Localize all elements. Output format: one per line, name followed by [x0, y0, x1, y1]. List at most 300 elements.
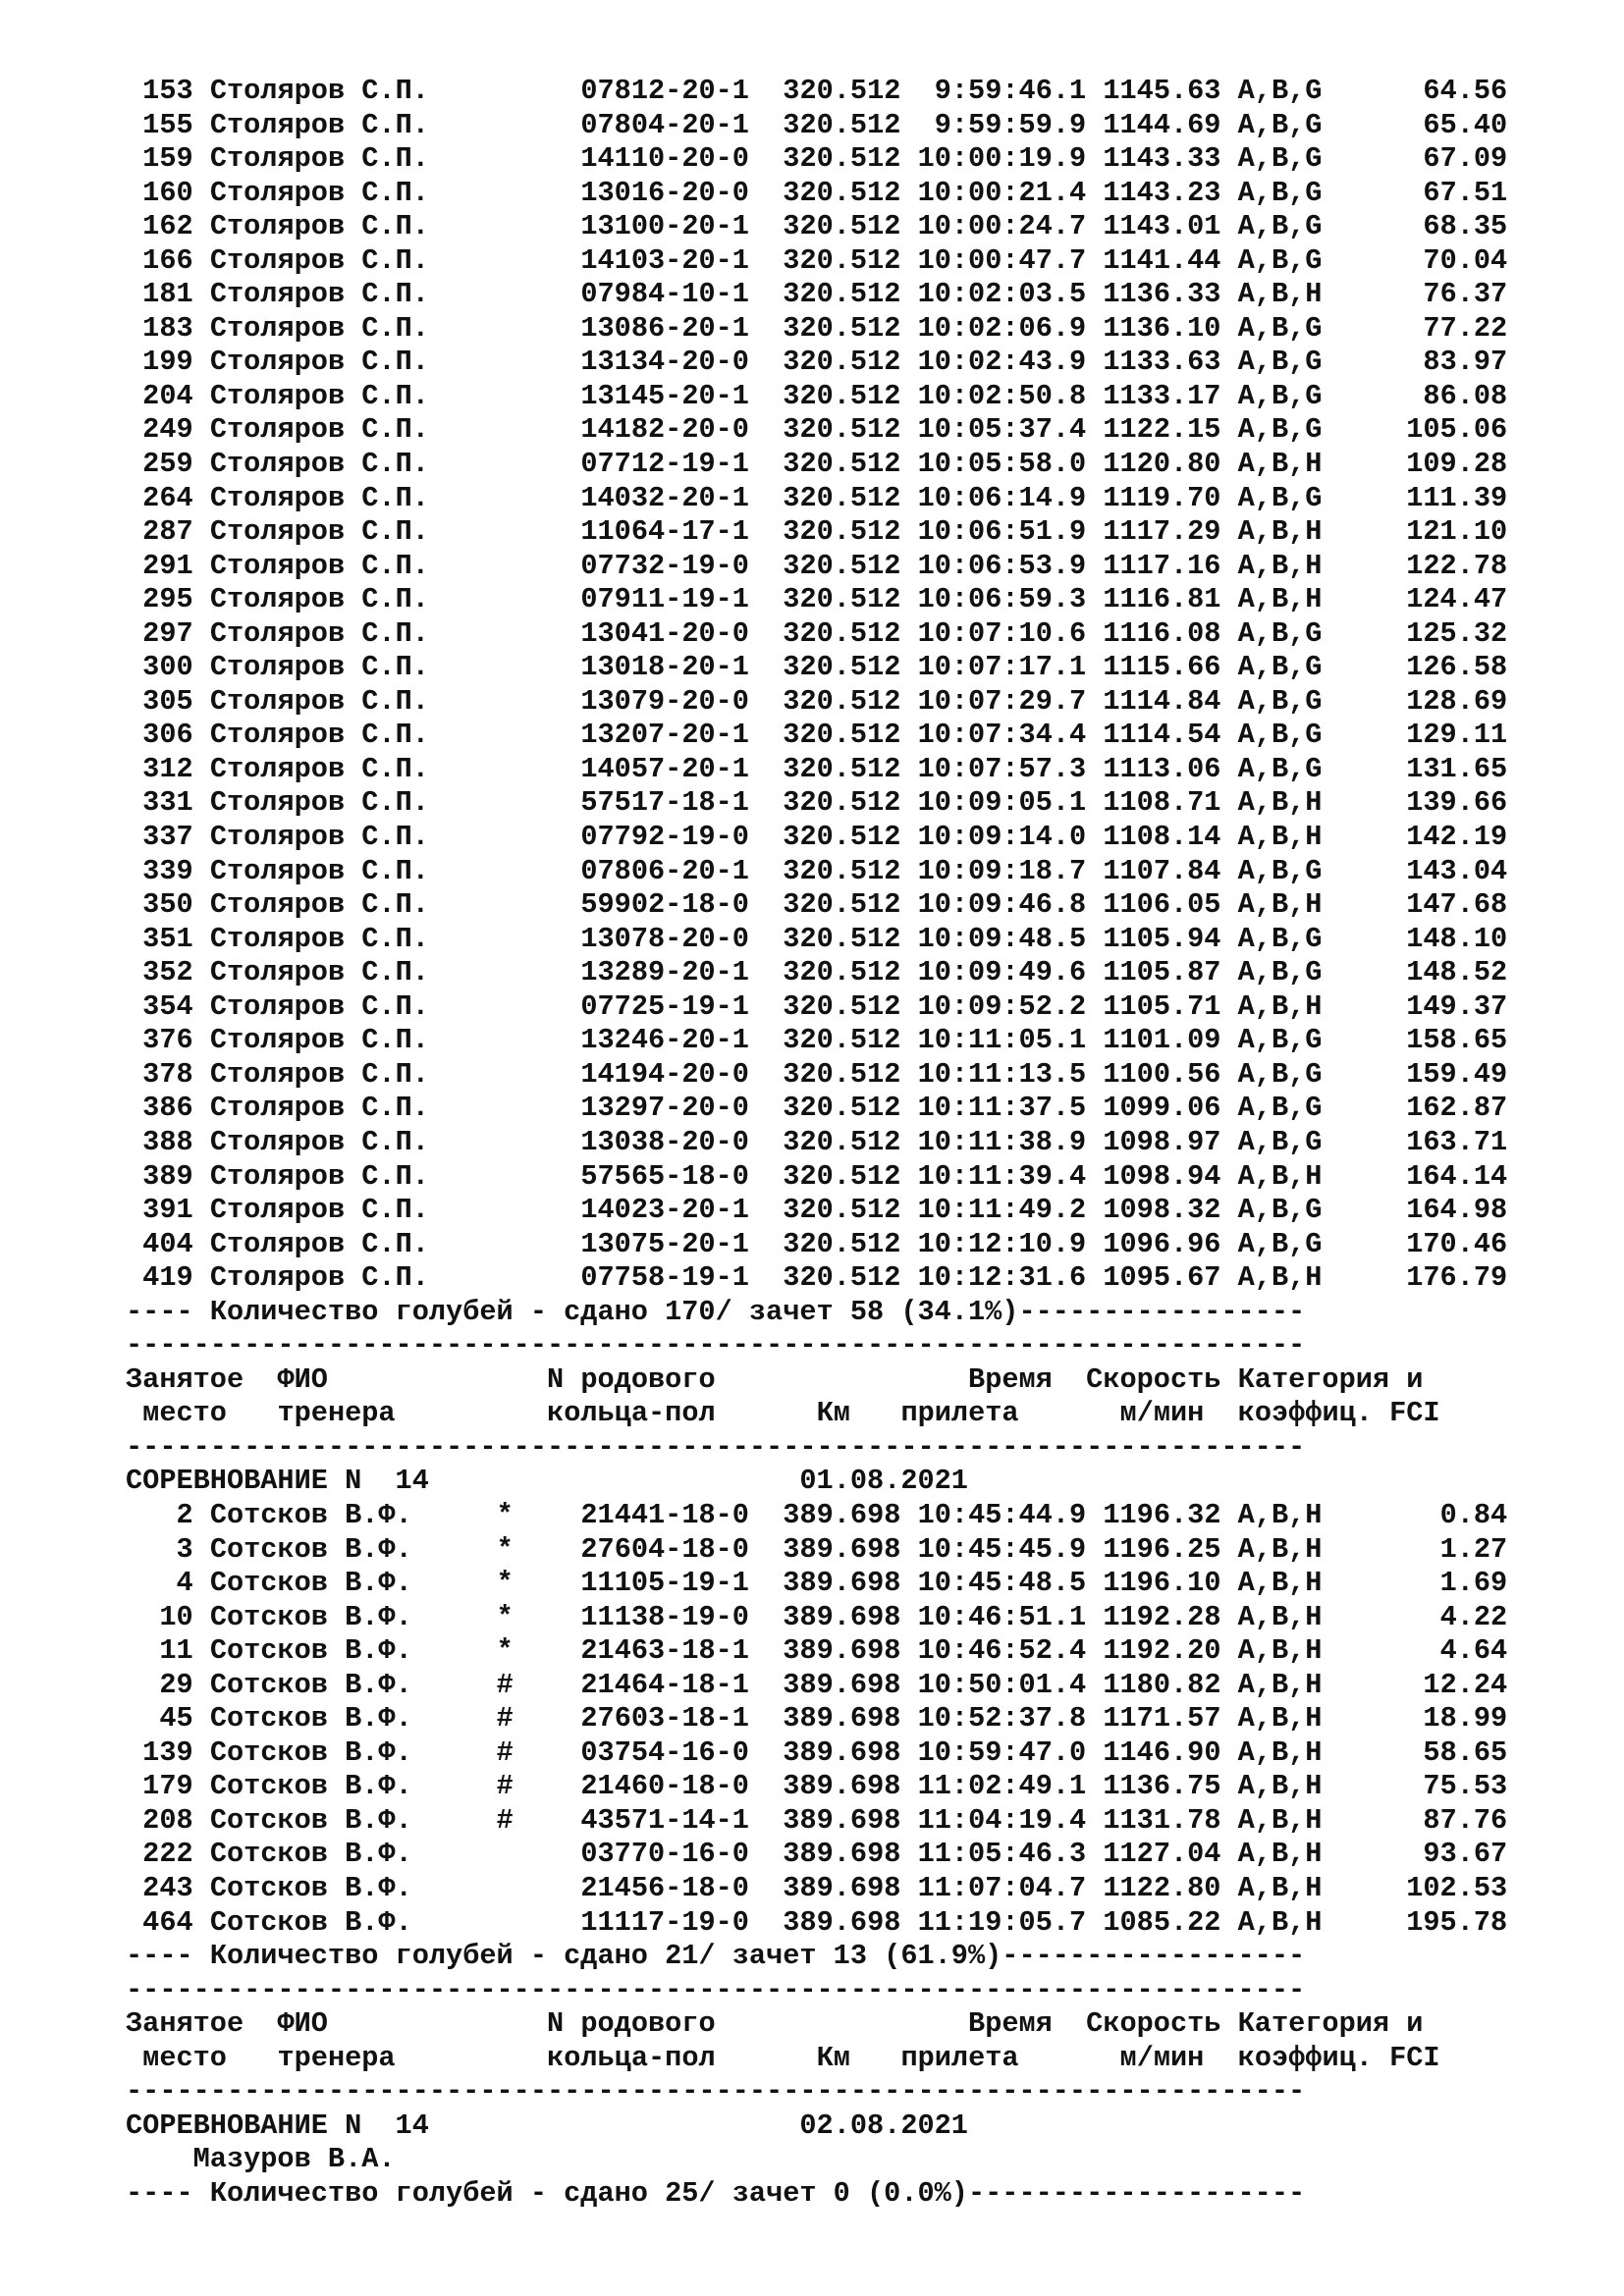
speed-cell: 1143.23 [1103, 176, 1221, 209]
place-cell: 259 [142, 448, 193, 481]
arrival-time-cell: 10:09:49.6 [917, 956, 1087, 989]
pigeon-count-summary: Количество голубей - сдано 21/ зачет 13 (61.9%) [209, 1940, 1002, 1973]
coefficient-cell: 65.40 [1423, 108, 1508, 141]
distance-cell: 320.512 [783, 1261, 901, 1295]
distance-cell: 320.512 [783, 549, 901, 582]
distance-cell: 320.512 [783, 888, 901, 922]
arrival-time-cell: 10:07:57.3 [917, 752, 1087, 785]
speed-cell: 1096.96 [1103, 1227, 1221, 1260]
distance-cell: 389.698 [783, 1735, 901, 1769]
distance-cell: 320.512 [783, 956, 901, 989]
table-row [126, 923, 1598, 957]
trainer-cell: Сотсков В.Ф. [209, 1735, 412, 1769]
ring-cell: 07792-19-0 [580, 821, 749, 854]
col-place-header: Занятое [126, 2007, 244, 2041]
trainer-cell: Сотсков В.Ф. [209, 1838, 412, 1871]
coefficient-cell: 142.19 [1406, 821, 1508, 854]
ring-cell: 13297-20-0 [580, 1092, 749, 1125]
arrival-time-cell: 10:11:39.4 [917, 1159, 1087, 1193]
mark-cell: * [496, 1567, 514, 1600]
trainer-cell: Столяров С.П. [209, 549, 429, 582]
table-row [126, 651, 1598, 685]
arrival-time-cell: 10:09:48.5 [917, 922, 1087, 955]
distance-cell: 320.512 [783, 719, 901, 752]
distance-cell: 389.698 [783, 1634, 901, 1668]
trainer-cell: Сотсков В.Ф. [209, 1567, 412, 1600]
category-cell: A,B,H [1237, 1735, 1323, 1769]
category-cell: A,B,H [1237, 448, 1323, 481]
category-cell: A,B,H [1237, 1532, 1323, 1566]
table-row [126, 1499, 1598, 1533]
col-trainer-header: ФИО [277, 1362, 328, 1396]
arrival-time-cell: 10:02:06.9 [917, 311, 1087, 345]
arrival-time-cell: 11:19:05.7 [917, 1905, 1087, 1939]
trainer-cell: Столяров С.П. [209, 1261, 429, 1295]
competition-date: 02.08.2021 [799, 2109, 968, 2142]
table-row [126, 753, 1598, 787]
table-row [126, 177, 1598, 211]
category-cell: A,B,G [1237, 1057, 1323, 1091]
speed-cell: 1116.81 [1103, 583, 1221, 616]
table-row [126, 380, 1598, 414]
table-row [126, 1736, 1598, 1771]
col-category-header: коэффиц. FCI [1237, 2041, 1440, 2074]
col-time-header: прилета [900, 2041, 1019, 2074]
category-cell: A,B,G [1237, 1227, 1323, 1260]
speed-cell: 1136.10 [1103, 311, 1221, 345]
ring-cell: 13134-20-0 [580, 346, 749, 379]
distance-cell: 320.512 [783, 684, 901, 718]
ring-cell: 57517-18-1 [580, 786, 749, 820]
category-cell: A,B,G [1237, 752, 1323, 785]
arrival-time-cell: 10:06:59.3 [917, 583, 1087, 616]
category-cell: A,B,G [1237, 854, 1323, 887]
results-sheet [126, 75, 1598, 2211]
coefficient-cell: 164.98 [1406, 1194, 1508, 1227]
table-row [126, 1228, 1598, 1262]
category-cell: A,B,G [1237, 684, 1323, 718]
col-category-header: Категория и [1237, 1362, 1424, 1396]
participant-line [126, 2143, 1598, 2177]
table-row [126, 1601, 1598, 1635]
mark-cell: # [496, 1770, 514, 1803]
coefficient-cell: 158.65 [1406, 1024, 1508, 1057]
arrival-time-cell: 10:50:01.4 [917, 1668, 1087, 1701]
table-row [126, 413, 1598, 448]
table-row [126, 1804, 1598, 1839]
coefficient-cell: 12.24 [1423, 1668, 1508, 1701]
distance-cell: 320.512 [783, 1159, 901, 1193]
distance-cell: 320.512 [783, 854, 901, 887]
table-row [126, 685, 1598, 720]
speed-cell: 1196.32 [1103, 1498, 1221, 1531]
trainer-cell: Столяров С.П. [209, 210, 429, 243]
col-km-header: Км [816, 1397, 850, 1430]
trainer-cell: Столяров С.П. [209, 448, 429, 481]
table-row [126, 482, 1598, 516]
coefficient-cell: 121.10 [1406, 515, 1508, 549]
place-cell: 306 [142, 719, 193, 752]
coefficient-cell: 58.65 [1423, 1735, 1508, 1769]
trainer-cell: Столяров С.П. [209, 1057, 429, 1091]
coefficient-cell: 159.49 [1406, 1057, 1508, 1091]
col-time-header: Время [968, 1362, 1053, 1396]
speed-cell: 1101.09 [1103, 1024, 1221, 1057]
place-cell: 139 [142, 1735, 193, 1769]
place-cell: 388 [142, 1125, 193, 1158]
speed-cell: 1127.04 [1103, 1838, 1221, 1871]
distance-cell: 320.512 [783, 786, 901, 820]
coefficient-cell: 76.37 [1423, 278, 1508, 311]
ring-cell: 14057-20-1 [580, 752, 749, 785]
col-ring-header: кольца-пол [547, 1397, 716, 1430]
table-row [126, 617, 1598, 652]
category-cell: A,B,G [1237, 956, 1323, 989]
trainer-cell: Столяров С.П. [209, 243, 429, 277]
place-cell: 386 [142, 1092, 193, 1125]
ring-cell: 03754-16-0 [580, 1735, 749, 1769]
place-cell: 339 [142, 854, 193, 887]
arrival-time-cell: 11:05:46.3 [917, 1838, 1087, 1871]
ring-cell: 07725-19-1 [580, 989, 749, 1023]
arrival-time-cell: 10:11:13.5 [917, 1057, 1087, 1091]
trainer-cell: Столяров С.П. [209, 684, 429, 718]
distance-cell: 320.512 [783, 448, 901, 481]
place-cell: 312 [142, 752, 193, 785]
speed-cell: 1099.06 [1103, 1092, 1221, 1125]
distance-cell: 320.512 [783, 176, 901, 209]
speed-cell: 1144.69 [1103, 108, 1221, 141]
divider: ---------------------------------------------------------------------- [126, 1973, 1306, 2006]
ring-cell: 03770-16-0 [580, 1838, 749, 1871]
coefficient-cell: 77.22 [1423, 311, 1508, 345]
category-cell: A,B,H [1237, 1261, 1323, 1295]
trainer-cell: Сотсков В.Ф. [209, 1770, 412, 1803]
ring-cell: 27603-18-1 [580, 1702, 749, 1735]
place-cell: 337 [142, 821, 193, 854]
category-cell: A,B,G [1237, 210, 1323, 243]
trainer-cell: Столяров С.П. [209, 1194, 429, 1227]
speed-cell: 1095.67 [1103, 1261, 1221, 1295]
category-cell: A,B,H [1237, 515, 1323, 549]
coefficient-cell: 125.32 [1406, 616, 1508, 650]
distance-cell: 320.512 [783, 616, 901, 650]
coefficient-cell: 67.09 [1423, 142, 1508, 176]
speed-cell: 1100.56 [1103, 1057, 1221, 1091]
trainer-cell: Столяров С.П. [209, 75, 429, 107]
coefficient-cell: 162.87 [1406, 1092, 1508, 1125]
place-cell: 297 [142, 616, 193, 650]
table-row [126, 210, 1598, 244]
ring-cell: 14110-20-0 [580, 142, 749, 176]
table-row [126, 1126, 1598, 1160]
table-row [126, 75, 1598, 109]
place-cell: 29 [159, 1668, 193, 1701]
place-cell: 350 [142, 888, 193, 922]
arrival-time-cell: 10:06:14.9 [917, 481, 1087, 514]
table-row [126, 1092, 1598, 1126]
trainer-cell: Столяров С.П. [209, 1092, 429, 1125]
place-cell: 204 [142, 379, 193, 412]
distance-cell: 320.512 [783, 1057, 901, 1091]
place-cell: 378 [142, 1057, 193, 1091]
col-category-header: Категория и [1237, 2007, 1424, 2041]
ring-cell: 07804-20-1 [580, 108, 749, 141]
distance-cell: 320.512 [783, 1024, 901, 1057]
place-cell: 287 [142, 515, 193, 549]
trainer-cell: Столяров С.П. [209, 176, 429, 209]
table-row [126, 956, 1598, 990]
arrival-time-cell: 9:59:59.9 [934, 108, 1087, 141]
category-cell: A,B,H [1237, 1838, 1323, 1871]
table-row [126, 786, 1598, 821]
distance-cell: 320.512 [783, 1092, 901, 1125]
trainer-cell: Сотсков В.Ф. [209, 1634, 412, 1668]
table-row [126, 1261, 1598, 1296]
category-cell: A,B,H [1237, 1871, 1323, 1904]
summary-line: ---- Количество голубей - сдано 25/ зачет 0 (0.0%)-------------------- [126, 2176, 1306, 2210]
distance-cell: 389.698 [783, 1532, 901, 1566]
place-cell: 331 [142, 786, 193, 820]
trainer-cell: Столяров С.П. [209, 311, 429, 345]
competition-title [126, 2109, 1598, 2144]
table-row [126, 448, 1598, 482]
trainer-cell: Столяров С.П. [209, 1159, 429, 1193]
ring-cell: 14103-20-1 [580, 243, 749, 277]
mark-cell: # [496, 1702, 514, 1735]
arrival-time-cell: 10:07:10.6 [917, 616, 1087, 650]
place-cell: 354 [142, 989, 193, 1023]
ring-cell: 13207-20-1 [580, 719, 749, 752]
ring-cell: 13145-20-1 [580, 379, 749, 412]
divider: ---------------------------------------------------------------------- [126, 1430, 1306, 1464]
distance-cell: 320.512 [783, 515, 901, 549]
distance-cell: 320.512 [783, 651, 901, 684]
arrival-time-cell: 10:02:50.8 [917, 379, 1087, 412]
category-cell: A,B,G [1237, 1194, 1323, 1227]
trainer-cell: Сотсков В.Ф. [209, 1905, 412, 1939]
col-place-header: место [142, 1397, 227, 1430]
place-cell: 352 [142, 956, 193, 989]
trainer-cell: Столяров С.П. [209, 108, 429, 141]
speed-cell: 1192.28 [1103, 1600, 1221, 1633]
ring-cell: 07812-20-1 [580, 75, 749, 107]
col-km-header: Км [816, 2041, 850, 2074]
category-cell: A,B,G [1237, 75, 1323, 107]
place-cell: 159 [142, 142, 193, 176]
category-cell: A,B,G [1237, 481, 1323, 514]
trainer-cell: Столяров С.П. [209, 379, 429, 412]
category-cell: A,B,H [1237, 1702, 1323, 1735]
table-row [126, 1906, 1598, 1941]
distance-cell: 389.698 [783, 1702, 901, 1735]
trainer-cell: Сотсков В.Ф. [209, 1498, 412, 1531]
coefficient-cell: 131.65 [1406, 752, 1508, 785]
table-row [126, 515, 1598, 550]
distance-cell: 320.512 [783, 413, 901, 447]
trainer-cell: Сотсков В.Ф. [209, 1803, 412, 1837]
table-row [126, 821, 1598, 855]
distance-cell: 320.512 [783, 989, 901, 1023]
category-cell: A,B,H [1237, 1567, 1323, 1600]
trainer-cell: Столяров С.П. [209, 481, 429, 514]
distance-cell: 320.512 [783, 346, 901, 379]
coefficient-cell: 124.47 [1406, 583, 1508, 616]
speed-cell: 1115.66 [1103, 651, 1221, 684]
arrival-time-cell: 10:06:51.9 [917, 515, 1087, 549]
place-cell: 419 [142, 1261, 193, 1295]
coefficient-cell: 105.06 [1406, 413, 1508, 447]
arrival-time-cell: 10:46:51.1 [917, 1600, 1087, 1633]
coefficient-cell: 68.35 [1423, 210, 1508, 243]
table-row [126, 888, 1598, 923]
trainer-cell: Столяров С.П. [209, 1227, 429, 1260]
category-cell: A,B,G [1237, 413, 1323, 447]
coefficient-cell: 111.39 [1406, 481, 1508, 514]
speed-cell: 1143.01 [1103, 210, 1221, 243]
trainer-cell: Сотсков В.Ф. [209, 1600, 412, 1633]
category-cell: A,B,G [1237, 1024, 1323, 1057]
trainer-cell: Столяров С.П. [209, 956, 429, 989]
divider: ---------------------------------------------------------------------- [126, 2075, 1306, 2109]
distance-cell: 389.698 [783, 1498, 901, 1531]
ring-cell: 13246-20-1 [580, 1024, 749, 1057]
table-row [126, 583, 1598, 617]
col-speed-header: Скорость [1086, 2007, 1221, 2041]
category-cell: A,B,G [1237, 176, 1323, 209]
mark-cell: * [496, 1634, 514, 1668]
table-row [126, 1567, 1598, 1601]
ring-cell: 14023-20-1 [580, 1194, 749, 1227]
trainer-cell: Сотсков В.Ф. [209, 1871, 412, 1904]
distance-cell: 320.512 [783, 1194, 901, 1227]
summary-line: ---- Количество голубей - сдано 21/ зачет 13 (61.9%)------------------ [126, 1940, 1306, 1973]
distance-cell: 320.512 [783, 210, 901, 243]
trainer-cell: Столяров С.П. [209, 719, 429, 752]
ring-cell: 07911-19-1 [580, 583, 749, 616]
category-cell: A,B,H [1237, 1600, 1323, 1633]
speed-cell: 1133.63 [1103, 346, 1221, 379]
trainer-cell: Столяров С.П. [209, 922, 429, 955]
ring-cell: 14194-20-0 [580, 1057, 749, 1091]
place-cell: 153 [142, 75, 193, 107]
distance-cell: 389.698 [783, 1567, 901, 1600]
speed-cell: 1117.29 [1103, 515, 1221, 549]
ring-cell: 13078-20-0 [580, 922, 749, 955]
coefficient-cell: 147.68 [1406, 888, 1508, 922]
table-row [126, 1634, 1598, 1669]
place-cell: 264 [142, 481, 193, 514]
distance-cell: 389.698 [783, 1668, 901, 1701]
ring-cell: 21464-18-1 [580, 1668, 749, 1701]
speed-cell: 1108.14 [1103, 821, 1221, 854]
speed-cell: 1114.84 [1103, 684, 1221, 718]
coefficient-cell: 67.51 [1423, 176, 1508, 209]
col-place-header: место [142, 2041, 227, 2074]
coefficient-cell: 64.56 [1423, 75, 1508, 107]
competition-date: 01.08.2021 [799, 1465, 968, 1498]
column-header-row [126, 2042, 1598, 2076]
arrival-time-cell: 10:00:24.7 [917, 210, 1087, 243]
arrival-time-cell: 10:07:29.7 [917, 684, 1087, 718]
ring-cell: 13016-20-0 [580, 176, 749, 209]
place-cell: 208 [142, 1803, 193, 1837]
trainer-cell: Столяров С.П. [209, 1024, 429, 1057]
speed-cell: 1085.22 [1103, 1905, 1221, 1939]
coefficient-cell: 149.37 [1406, 989, 1508, 1023]
arrival-time-cell: 10:07:34.4 [917, 719, 1087, 752]
mark-cell: # [496, 1803, 514, 1837]
arrival-time-cell: 10:11:49.2 [917, 1194, 1087, 1227]
place-cell: 166 [142, 243, 193, 277]
place-cell: 464 [142, 1905, 193, 1939]
category-cell: A,B,G [1237, 616, 1323, 650]
category-cell: A,B,H [1237, 549, 1323, 582]
ring-cell: 27604-18-0 [580, 1532, 749, 1566]
place-cell: 160 [142, 176, 193, 209]
table-row [126, 1058, 1598, 1093]
category-cell: A,B,G [1237, 142, 1323, 176]
table-row [126, 719, 1598, 753]
place-cell: 3 [176, 1532, 193, 1566]
ring-cell: 21456-18-0 [580, 1871, 749, 1904]
speed-cell: 1098.97 [1103, 1125, 1221, 1158]
table-row [126, 1838, 1598, 1872]
speed-cell: 1117.16 [1103, 549, 1221, 582]
col-category-header: коэффиц. FCI [1237, 1397, 1440, 1430]
table-row [126, 278, 1598, 312]
distance-cell: 320.512 [783, 1125, 901, 1158]
trainer-cell: Столяров С.П. [209, 1125, 429, 1158]
coefficient-cell: 75.53 [1423, 1770, 1508, 1803]
coefficient-cell: 70.04 [1423, 243, 1508, 277]
arrival-time-cell: 10:00:21.4 [917, 176, 1087, 209]
col-trainer-header: тренера [277, 1397, 396, 1430]
arrival-time-cell: 11:02:49.1 [917, 1770, 1087, 1803]
table-row [126, 312, 1598, 347]
place-cell: 404 [142, 1227, 193, 1260]
category-cell: A,B,G [1237, 243, 1323, 277]
place-cell: 179 [142, 1770, 193, 1803]
arrival-time-cell: 10:12:10.9 [917, 1227, 1087, 1260]
trainer-cell: Сотсков В.Ф. [209, 1532, 412, 1566]
speed-cell: 1196.25 [1103, 1532, 1221, 1566]
col-time-header: Время [968, 2007, 1053, 2041]
ring-cell: 13079-20-0 [580, 684, 749, 718]
trainer-cell: Столяров С.П. [209, 989, 429, 1023]
coefficient-cell: 195.78 [1406, 1905, 1508, 1939]
ring-cell: 07712-19-1 [580, 448, 749, 481]
coefficient-cell: 86.08 [1423, 379, 1508, 412]
place-cell: 376 [142, 1024, 193, 1057]
arrival-time-cell: 10:09:14.0 [917, 821, 1087, 854]
speed-cell: 1122.15 [1103, 413, 1221, 447]
arrival-time-cell: 10:06:53.9 [917, 549, 1087, 582]
trainer-cell: Столяров С.П. [209, 142, 429, 176]
distance-cell: 389.698 [783, 1871, 901, 1904]
table-row [126, 990, 1598, 1025]
distance-cell: 389.698 [783, 1905, 901, 1939]
arrival-time-cell: 10:11:05.1 [917, 1024, 1087, 1057]
category-cell: A,B,H [1237, 1770, 1323, 1803]
arrival-time-cell: 10:05:37.4 [917, 413, 1087, 447]
speed-cell: 1146.90 [1103, 1735, 1221, 1769]
place-cell: 300 [142, 651, 193, 684]
trainer-cell: Столяров С.П. [209, 616, 429, 650]
distance-cell: 320.512 [783, 243, 901, 277]
ring-cell: 13075-20-1 [580, 1227, 749, 1260]
arrival-time-cell: 10:11:37.5 [917, 1092, 1087, 1125]
